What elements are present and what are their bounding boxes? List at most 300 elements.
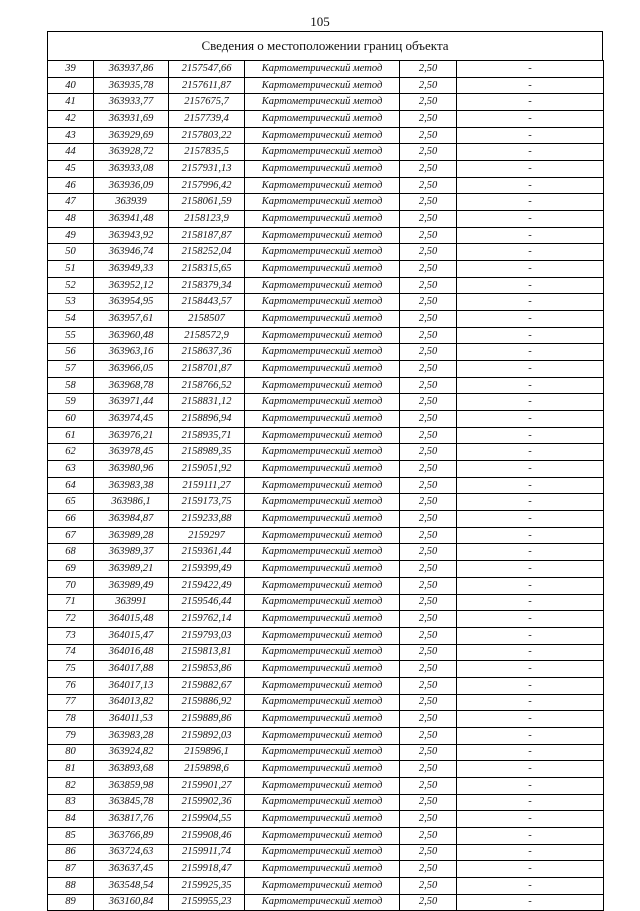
x-coordinate-cell: 363991 [94, 594, 169, 611]
accuracy-cell: 2,50 [400, 111, 457, 128]
table-row [48, 144, 604, 161]
y-coordinate-cell: 2159173,75 [169, 494, 245, 511]
point-number-cell: 47 [48, 194, 94, 211]
table-row [48, 344, 604, 361]
method-cell: Картометрический метод [245, 477, 400, 494]
method-cell: Картометрический метод [245, 177, 400, 194]
accuracy-cell: 2,50 [400, 594, 457, 611]
accuracy-cell: 2,50 [400, 827, 457, 844]
table-row [48, 194, 604, 211]
x-coordinate-cell: 363931,69 [94, 111, 169, 128]
accuracy-cell: 2,50 [400, 527, 457, 544]
accuracy-cell: 2,50 [400, 861, 457, 878]
table-row [48, 461, 604, 478]
point-number-cell: 89 [48, 894, 94, 911]
x-coordinate-cell: 363160,84 [94, 894, 169, 911]
method-cell: Картометрический метод [245, 77, 400, 94]
description-cell: - [457, 811, 604, 828]
accuracy-cell: 2,50 [400, 144, 457, 161]
method-cell: Картометрический метод [245, 561, 400, 578]
table-row [48, 644, 604, 661]
x-coordinate-cell: 363989,49 [94, 577, 169, 594]
x-coordinate-cell: 363984,87 [94, 511, 169, 528]
x-coordinate-cell: 363980,96 [94, 461, 169, 478]
accuracy-cell: 2,50 [400, 394, 457, 411]
x-coordinate-cell: 363978,45 [94, 444, 169, 461]
point-number-cell: 60 [48, 411, 94, 428]
description-cell: - [457, 227, 604, 244]
y-coordinate-cell: 2157739,4 [169, 111, 245, 128]
description-cell: - [457, 294, 604, 311]
table-row [48, 594, 604, 611]
method-cell: Картометрический метод [245, 377, 400, 394]
y-coordinate-cell: 2159297 [169, 527, 245, 544]
accuracy-cell: 2,50 [400, 244, 457, 261]
description-cell: - [457, 161, 604, 178]
table-heading: Сведения о местоположении границ объекта [47, 31, 603, 60]
x-coordinate-cell: 363986,1 [94, 494, 169, 511]
description-cell: - [457, 427, 604, 444]
description-cell: - [457, 661, 604, 678]
accuracy-cell: 2,50 [400, 561, 457, 578]
method-cell: Картометрический метод [245, 611, 400, 628]
method-cell: Картометрический метод [245, 644, 400, 661]
y-coordinate-cell: 2158572,9 [169, 327, 245, 344]
accuracy-cell: 2,50 [400, 627, 457, 644]
method-cell: Картометрический метод [245, 411, 400, 428]
point-number-cell: 55 [48, 327, 94, 344]
y-coordinate-cell: 2158187,87 [169, 227, 245, 244]
table-row [48, 94, 604, 111]
table-row [48, 261, 604, 278]
point-number-cell: 78 [48, 711, 94, 728]
method-cell: Картометрический метод [245, 511, 400, 528]
x-coordinate-cell: 363935,78 [94, 77, 169, 94]
table-row [48, 577, 604, 594]
accuracy-cell: 2,50 [400, 444, 457, 461]
table-row [48, 694, 604, 711]
x-coordinate-cell: 363954,95 [94, 294, 169, 311]
x-coordinate-cell: 363637,45 [94, 861, 169, 878]
point-number-cell: 85 [48, 827, 94, 844]
point-number-cell: 43 [48, 127, 94, 144]
table-row [48, 544, 604, 561]
method-cell: Картометрический метод [245, 394, 400, 411]
accuracy-cell: 2,50 [400, 427, 457, 444]
y-coordinate-cell: 2157996,42 [169, 177, 245, 194]
x-coordinate-cell: 364011,53 [94, 711, 169, 728]
x-coordinate-cell: 363989,28 [94, 527, 169, 544]
x-coordinate-cell: 363937,86 [94, 61, 169, 78]
accuracy-cell: 2,50 [400, 511, 457, 528]
accuracy-cell: 2,50 [400, 94, 457, 111]
x-coordinate-cell: 363968,78 [94, 377, 169, 394]
accuracy-cell: 2,50 [400, 777, 457, 794]
y-coordinate-cell: 2159918,47 [169, 861, 245, 878]
y-coordinate-cell: 2159955,23 [169, 894, 245, 911]
x-coordinate-cell: 363766,89 [94, 827, 169, 844]
point-number-cell: 41 [48, 94, 94, 111]
x-coordinate-cell: 363957,61 [94, 311, 169, 328]
point-number-cell: 52 [48, 277, 94, 294]
accuracy-cell: 2,50 [400, 611, 457, 628]
point-number-cell: 42 [48, 111, 94, 128]
method-cell: Картометрический метод [245, 677, 400, 694]
y-coordinate-cell: 2159233,88 [169, 511, 245, 528]
accuracy-cell: 2,50 [400, 694, 457, 711]
x-coordinate-cell: 363949,33 [94, 261, 169, 278]
y-coordinate-cell: 2157547,66 [169, 61, 245, 78]
accuracy-cell: 2,50 [400, 711, 457, 728]
y-coordinate-cell: 2157675,7 [169, 94, 245, 111]
x-coordinate-cell: 363924,82 [94, 744, 169, 761]
method-cell: Картометрический метод [245, 627, 400, 644]
y-coordinate-cell: 2159422,49 [169, 577, 245, 594]
accuracy-cell: 2,50 [400, 261, 457, 278]
description-cell: - [457, 577, 604, 594]
x-coordinate-cell: 363960,48 [94, 327, 169, 344]
table-row [48, 711, 604, 728]
y-coordinate-cell: 2159901,27 [169, 777, 245, 794]
y-coordinate-cell: 2158896,94 [169, 411, 245, 428]
x-coordinate-cell: 363971,44 [94, 394, 169, 411]
table-row [48, 361, 604, 378]
method-cell: Картометрический метод [245, 811, 400, 828]
point-number-cell: 54 [48, 311, 94, 328]
accuracy-cell: 2,50 [400, 361, 457, 378]
point-number-cell: 84 [48, 811, 94, 828]
table-row [48, 244, 604, 261]
x-coordinate-cell: 364013,82 [94, 694, 169, 711]
x-coordinate-cell: 363974,45 [94, 411, 169, 428]
accuracy-cell: 2,50 [400, 877, 457, 894]
table-row [48, 327, 604, 344]
point-number-cell: 61 [48, 427, 94, 444]
point-number-cell: 71 [48, 594, 94, 611]
point-number-cell: 46 [48, 177, 94, 194]
method-cell: Картометрический метод [245, 94, 400, 111]
description-cell: - [457, 594, 604, 611]
y-coordinate-cell: 2159793,03 [169, 627, 245, 644]
y-coordinate-cell: 2158061,59 [169, 194, 245, 211]
point-number-cell: 67 [48, 527, 94, 544]
y-coordinate-cell: 2158637,36 [169, 344, 245, 361]
point-number-cell: 49 [48, 227, 94, 244]
description-cell: - [457, 677, 604, 694]
point-number-cell: 73 [48, 627, 94, 644]
description-cell: - [457, 694, 604, 711]
table-row [48, 627, 604, 644]
table-row [48, 211, 604, 228]
description-cell: - [457, 211, 604, 228]
accuracy-cell: 2,50 [400, 344, 457, 361]
accuracy-cell: 2,50 [400, 894, 457, 911]
x-coordinate-cell: 363939 [94, 194, 169, 211]
accuracy-cell: 2,50 [400, 277, 457, 294]
description-cell: - [457, 844, 604, 861]
x-coordinate-cell: 363548,54 [94, 877, 169, 894]
method-cell: Картометрический метод [245, 577, 400, 594]
description-cell: - [457, 177, 604, 194]
method-cell: Картометрический метод [245, 344, 400, 361]
description-cell: - [457, 877, 604, 894]
y-coordinate-cell: 2159546,44 [169, 594, 245, 611]
accuracy-cell: 2,50 [400, 411, 457, 428]
table-row [48, 661, 604, 678]
y-coordinate-cell: 2159051,92 [169, 461, 245, 478]
description-cell: - [457, 127, 604, 144]
method-cell: Картометрический метод [245, 444, 400, 461]
table-row [48, 894, 604, 911]
point-number-cell: 62 [48, 444, 94, 461]
y-coordinate-cell: 2159908,46 [169, 827, 245, 844]
accuracy-cell: 2,50 [400, 211, 457, 228]
y-coordinate-cell: 2159399,49 [169, 561, 245, 578]
x-coordinate-cell: 364017,13 [94, 677, 169, 694]
description-cell: - [457, 344, 604, 361]
accuracy-cell: 2,50 [400, 227, 457, 244]
y-coordinate-cell: 2158766,52 [169, 377, 245, 394]
y-coordinate-cell: 2159886,92 [169, 694, 245, 711]
point-number-cell: 48 [48, 211, 94, 228]
table-row [48, 294, 604, 311]
method-cell: Картометрический метод [245, 761, 400, 778]
method-cell: Картометрический метод [245, 711, 400, 728]
point-number-cell: 51 [48, 261, 94, 278]
description-cell: - [457, 511, 604, 528]
description-cell: - [457, 244, 604, 261]
description-cell: - [457, 861, 604, 878]
point-number-cell: 56 [48, 344, 94, 361]
y-coordinate-cell: 2158443,57 [169, 294, 245, 311]
y-coordinate-cell: 2159813,81 [169, 644, 245, 661]
y-coordinate-cell: 2158831,12 [169, 394, 245, 411]
accuracy-cell: 2,50 [400, 377, 457, 394]
x-coordinate-cell: 363893,68 [94, 761, 169, 778]
point-number-cell: 45 [48, 161, 94, 178]
table-row [48, 427, 604, 444]
table-row [48, 311, 604, 328]
description-cell: - [457, 561, 604, 578]
point-number-cell: 83 [48, 794, 94, 811]
accuracy-cell: 2,50 [400, 311, 457, 328]
accuracy-cell: 2,50 [400, 644, 457, 661]
accuracy-cell: 2,50 [400, 327, 457, 344]
point-number-cell: 81 [48, 761, 94, 778]
x-coordinate-cell: 363963,16 [94, 344, 169, 361]
x-coordinate-cell: 363983,28 [94, 727, 169, 744]
table-row [48, 761, 604, 778]
method-cell: Картометрический метод [245, 877, 400, 894]
table-row [48, 161, 604, 178]
description-cell: - [457, 411, 604, 428]
table-row [48, 377, 604, 394]
point-number-cell: 50 [48, 244, 94, 261]
table-row [48, 411, 604, 428]
x-coordinate-cell: 363928,72 [94, 144, 169, 161]
table-row [48, 727, 604, 744]
description-cell: - [457, 827, 604, 844]
accuracy-cell: 2,50 [400, 61, 457, 78]
point-number-cell: 82 [48, 777, 94, 794]
table-body [48, 61, 604, 911]
table-row [48, 394, 604, 411]
y-coordinate-cell: 2157931,13 [169, 161, 245, 178]
x-coordinate-cell: 363976,21 [94, 427, 169, 444]
point-number-cell: 70 [48, 577, 94, 594]
x-coordinate-cell: 363724,63 [94, 844, 169, 861]
description-cell: - [457, 77, 604, 94]
point-number-cell: 40 [48, 77, 94, 94]
description-cell: - [457, 527, 604, 544]
point-number-cell: 75 [48, 661, 94, 678]
x-coordinate-cell: 363933,08 [94, 161, 169, 178]
method-cell: Картометрический метод [245, 694, 400, 711]
accuracy-cell: 2,50 [400, 461, 457, 478]
x-coordinate-cell: 363966,05 [94, 361, 169, 378]
accuracy-cell: 2,50 [400, 811, 457, 828]
boundary-table-frame [47, 31, 603, 911]
point-number-cell: 88 [48, 877, 94, 894]
description-cell: - [457, 277, 604, 294]
x-coordinate-cell: 363845,78 [94, 794, 169, 811]
description-cell: - [457, 94, 604, 111]
accuracy-cell: 2,50 [400, 477, 457, 494]
y-coordinate-cell: 2159898,6 [169, 761, 245, 778]
x-coordinate-cell: 363936,09 [94, 177, 169, 194]
accuracy-cell: 2,50 [400, 727, 457, 744]
accuracy-cell: 2,50 [400, 294, 457, 311]
accuracy-cell: 2,50 [400, 177, 457, 194]
method-cell: Картометрический метод [245, 427, 400, 444]
description-cell: - [457, 544, 604, 561]
description-cell: - [457, 461, 604, 478]
method-cell: Картометрический метод [245, 111, 400, 128]
point-number-cell: 86 [48, 844, 94, 861]
table-row [48, 677, 604, 694]
description-cell: - [457, 444, 604, 461]
description-cell: - [457, 727, 604, 744]
x-coordinate-cell: 364015,47 [94, 627, 169, 644]
point-number-cell: 66 [48, 511, 94, 528]
method-cell: Картометрический метод [245, 194, 400, 211]
point-number-cell: 57 [48, 361, 94, 378]
method-cell: Картометрический метод [245, 327, 400, 344]
y-coordinate-cell: 2158379,34 [169, 277, 245, 294]
boundary-coordinates-table [47, 60, 604, 911]
y-coordinate-cell: 2159904,55 [169, 811, 245, 828]
point-number-cell: 58 [48, 377, 94, 394]
accuracy-cell: 2,50 [400, 544, 457, 561]
point-number-cell: 79 [48, 727, 94, 744]
table-row [48, 744, 604, 761]
y-coordinate-cell: 2157835,5 [169, 144, 245, 161]
table-row [48, 494, 604, 511]
table-row [48, 777, 604, 794]
method-cell: Картометрический метод [245, 361, 400, 378]
table-row [48, 177, 604, 194]
table-row [48, 127, 604, 144]
table-row [48, 477, 604, 494]
description-cell: - [457, 361, 604, 378]
table-row [48, 861, 604, 878]
table-row [48, 611, 604, 628]
point-number-cell: 53 [48, 294, 94, 311]
y-coordinate-cell: 2158123,9 [169, 211, 245, 228]
y-coordinate-cell: 2158989,35 [169, 444, 245, 461]
x-coordinate-cell: 363859,98 [94, 777, 169, 794]
method-cell: Картометрический метод [245, 861, 400, 878]
table-row [48, 277, 604, 294]
x-coordinate-cell: 363946,74 [94, 244, 169, 261]
description-cell: - [457, 61, 604, 78]
point-number-cell: 63 [48, 461, 94, 478]
description-cell: - [457, 761, 604, 778]
description-cell: - [457, 711, 604, 728]
table-row [48, 811, 604, 828]
x-coordinate-cell: 364017,88 [94, 661, 169, 678]
method-cell: Картометрический метод [245, 794, 400, 811]
y-coordinate-cell: 2159361,44 [169, 544, 245, 561]
method-cell: Картометрический метод [245, 161, 400, 178]
accuracy-cell: 2,50 [400, 577, 457, 594]
point-number-cell: 65 [48, 494, 94, 511]
description-cell: - [457, 111, 604, 128]
accuracy-cell: 2,50 [400, 844, 457, 861]
accuracy-cell: 2,50 [400, 794, 457, 811]
page-number: 105 [310, 14, 330, 29]
description-cell: - [457, 794, 604, 811]
method-cell: Картометрический метод [245, 144, 400, 161]
x-coordinate-cell: 363941,48 [94, 211, 169, 228]
method-cell: Картометрический метод [245, 661, 400, 678]
method-cell: Картометрический метод [245, 227, 400, 244]
method-cell: Картометрический метод [245, 544, 400, 561]
method-cell: Картометрический метод [245, 261, 400, 278]
method-cell: Картометрический метод [245, 277, 400, 294]
y-coordinate-cell: 2159902,36 [169, 794, 245, 811]
method-cell: Картометрический метод [245, 894, 400, 911]
y-coordinate-cell: 2159925,35 [169, 877, 245, 894]
point-number-cell: 77 [48, 694, 94, 711]
y-coordinate-cell: 2159882,67 [169, 677, 245, 694]
description-cell: - [457, 744, 604, 761]
method-cell: Картометрический метод [245, 827, 400, 844]
point-number-cell: 76 [48, 677, 94, 694]
description-cell: - [457, 494, 604, 511]
table-row [48, 527, 604, 544]
method-cell: Картометрический метод [245, 527, 400, 544]
y-coordinate-cell: 2159853,86 [169, 661, 245, 678]
point-number-cell: 80 [48, 744, 94, 761]
method-cell: Картометрический метод [245, 461, 400, 478]
method-cell: Картометрический метод [245, 127, 400, 144]
x-coordinate-cell: 364016,48 [94, 644, 169, 661]
description-cell: - [457, 477, 604, 494]
point-number-cell: 39 [48, 61, 94, 78]
table-row [48, 511, 604, 528]
table-row [48, 561, 604, 578]
accuracy-cell: 2,50 [400, 77, 457, 94]
point-number-cell: 59 [48, 394, 94, 411]
x-coordinate-cell: 363983,38 [94, 477, 169, 494]
description-cell: - [457, 777, 604, 794]
x-coordinate-cell: 363933,77 [94, 94, 169, 111]
accuracy-cell: 2,50 [400, 161, 457, 178]
y-coordinate-cell: 2159889,86 [169, 711, 245, 728]
description-cell: - [457, 144, 604, 161]
accuracy-cell: 2,50 [400, 744, 457, 761]
